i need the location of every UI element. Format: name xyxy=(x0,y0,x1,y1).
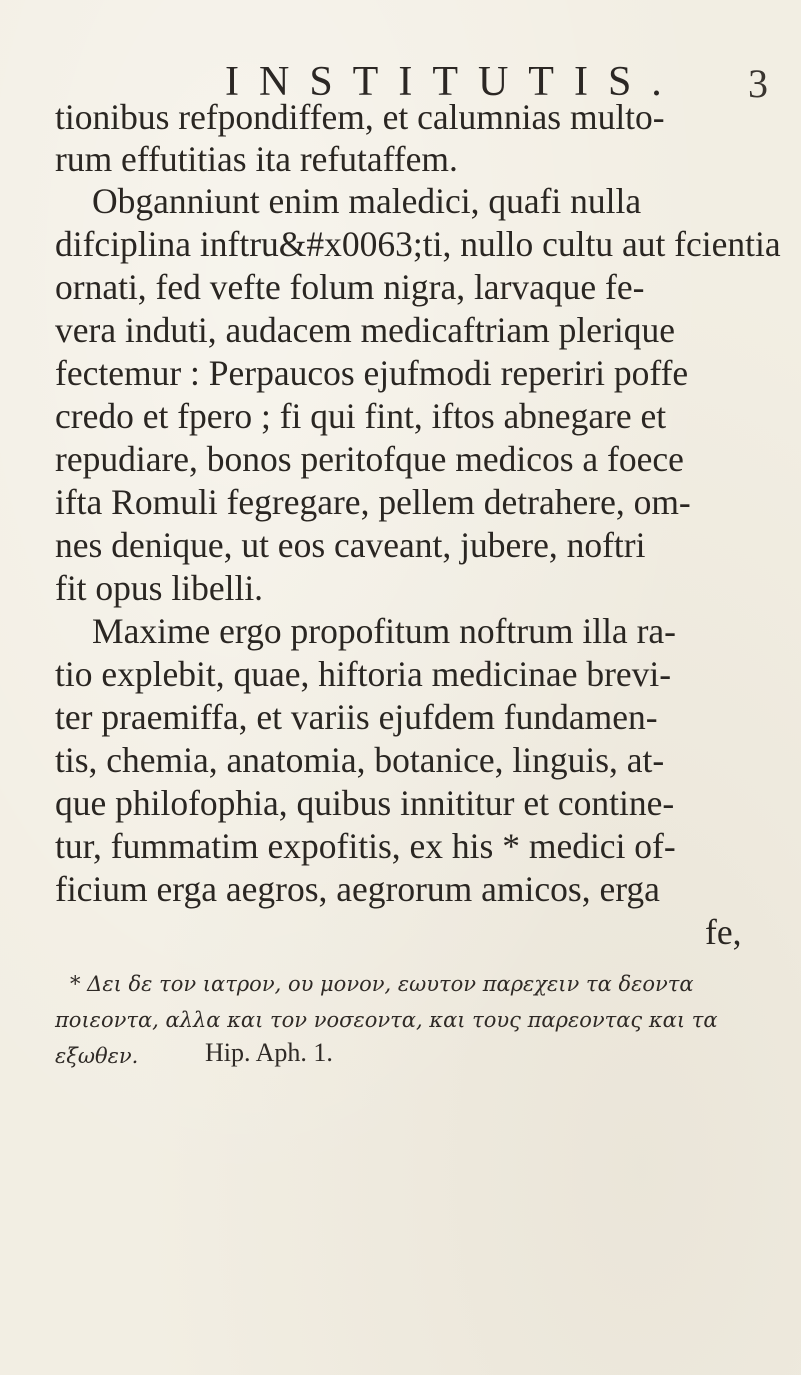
body-line: nes denique, ut eos caveant, jubere, noftri xyxy=(55,525,646,565)
running-title: INSTITUTIS. xyxy=(225,59,682,105)
body-line: tis, chemia, anatomia, botanice, linguis, at- xyxy=(55,740,665,780)
body-line: Maxime ergo propofitum noftrum illa ra- xyxy=(92,611,676,651)
body-line: repudiare, bonos peritofque medicos a foece xyxy=(55,439,684,479)
body-line: ornati, fed vefte folum nigra, larvaque fe- xyxy=(55,267,645,307)
body-line: tionibus refpondiffem, et calumnias multo- xyxy=(55,97,665,137)
body-line: rum effutitias ita refutaffem. xyxy=(55,139,458,179)
footnote-line: εξωθεν. xyxy=(55,1044,139,1068)
footnote-reference: Hip. Aph. 1. xyxy=(205,1038,333,1067)
body-line: difciplina inftru&#x0063;ti, nullo cultu aut fcientia xyxy=(55,224,781,264)
footnote-line: ποιεοντα, αλλα και τον νοσεοντα, και τους παρεοντας και τα xyxy=(55,1008,718,1032)
body-line: tio explebit, quae, hiftoria medicinae brevi- xyxy=(55,654,672,694)
body-line: credo et fpero ; fi qui fint, iftos abnegare et xyxy=(55,396,667,436)
footnote-line: * Δει δε τον ιατρον, ου μονον, εωυτον παρεχειν τα δεοντα xyxy=(70,972,694,996)
body-line: ficium erga aegros, aegrorum amicos, erga xyxy=(55,869,660,909)
body-line: fectemur : Perpaucos ejufmodi reperiri poffe xyxy=(55,353,689,393)
body-line: fit opus libelli. xyxy=(55,568,264,608)
catchword: fe, xyxy=(705,912,742,952)
body-line: que philofophia, quibus innititur et contine- xyxy=(55,783,675,823)
body-line: tur, fummatim expofitis, ex his * medici of- xyxy=(55,826,676,866)
body-line: ter praemiffa, et variis ejufdem fundamen- xyxy=(55,697,658,737)
page-number: 3 xyxy=(748,61,768,106)
body-line: Obganniunt enim maledici, quafi nulla xyxy=(92,181,642,221)
body-line: ifta Romuli fegregare, pellem detrahere, om- xyxy=(55,482,691,522)
body-line: vera induti, audacem medicaftriam plerique xyxy=(55,310,675,350)
